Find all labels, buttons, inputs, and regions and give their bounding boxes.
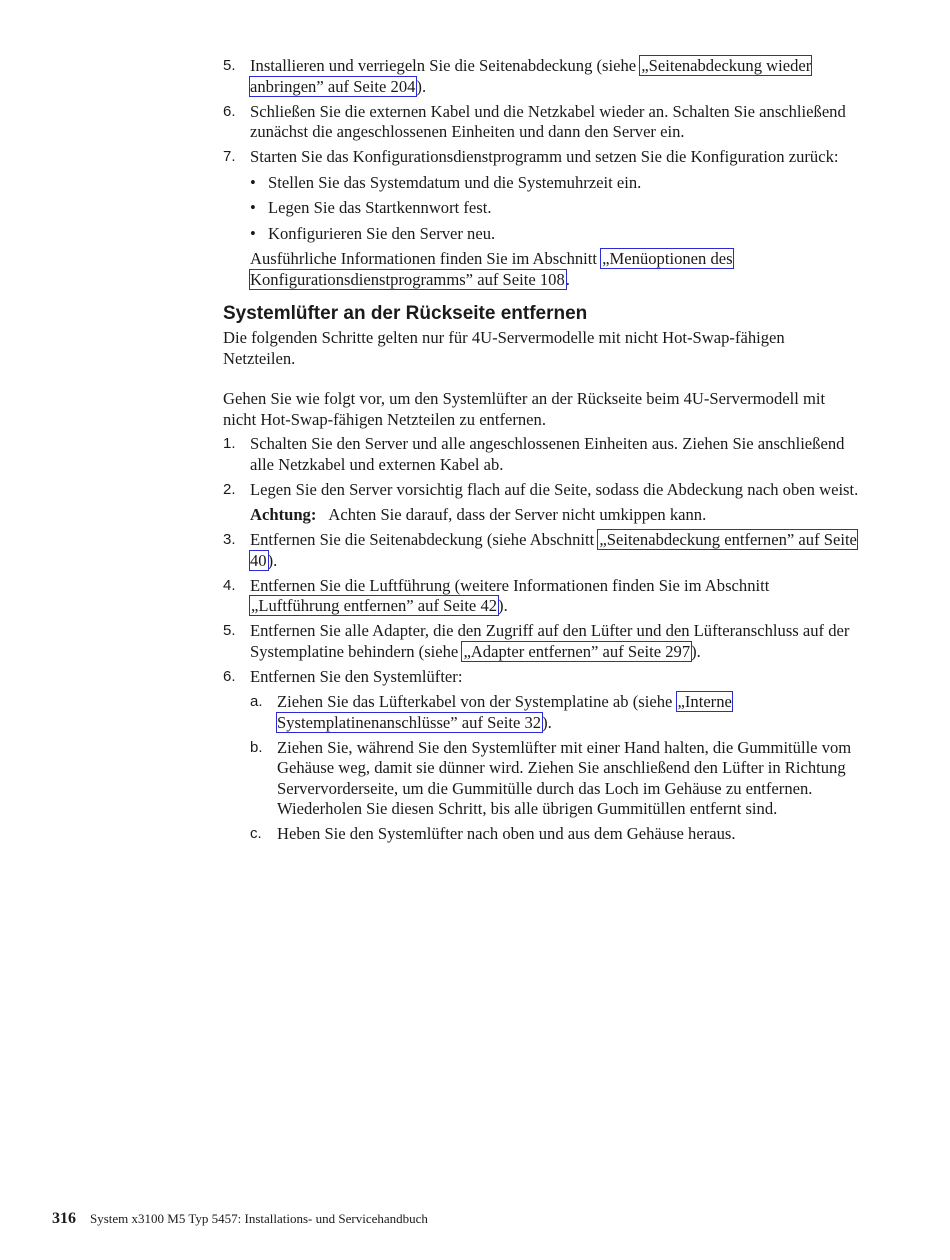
step-number: 5. <box>223 57 236 74</box>
step-text: ). <box>416 76 427 96</box>
step-text: Installieren und verriegeln Sie die Seitenabdeckung (siehe <box>250 56 641 75</box>
step-number: 1. <box>223 435 236 452</box>
step-number: 3. <box>223 531 236 548</box>
step-text: Entfernen Sie den Systemlüfter: <box>250 666 463 686</box>
sub-step-remove-grommets <box>250 738 861 820</box>
step-power-off <box>223 434 861 475</box>
step-number: 2. <box>223 480 236 498</box>
step-remove-cover <box>223 530 861 571</box>
book-title: System x3100 M5 Typ 5457: Installations- und Servicehandbuch <box>90 1211 428 1226</box>
sub-step-letter: a. <box>250 693 263 710</box>
bullet-list <box>250 173 861 245</box>
bullet-text: Stellen Sie das Systemdatum und die Systemuhrzeit ein. <box>268 172 642 192</box>
caution-text: Achten Sie darauf, dass der Server nicht umkippen kann. <box>328 505 707 524</box>
xref-link-cover-replace[interactable]: „Seitenabdeckung wieder anbringen” auf Seite 204 <box>250 56 812 96</box>
step-text: Legen Sie den Server vorsichtig flach auf die Seite, sodass die Abdeckung nach oben weist. <box>250 479 859 499</box>
bullet-glyph: • <box>250 198 256 217</box>
section-heading: Systemlüfter an der Rückseite entfernen <box>223 303 588 324</box>
step-text: ). <box>267 550 278 570</box>
step-text: Entfernen Sie die Luftführung (weitere Informationen finden Sie im Abschnitt <box>250 575 770 595</box>
xref-link-adapter-remove[interactable]: „Adapter entfernen” auf Seite 297 <box>463 641 691 661</box>
step-reconnect-cables <box>223 102 861 143</box>
caution-note <box>250 505 861 526</box>
step-text: ). <box>498 596 508 615</box>
step-number: 6. <box>223 102 236 120</box>
step-reset-config <box>223 147 861 290</box>
step-number: 4. <box>223 576 236 594</box>
step-remove-adapters <box>223 621 861 662</box>
sub-step-letter: b. <box>250 738 263 756</box>
step-text: Schließen Sie die externen Kabel und die Netzkabel wieder an. Schalten Sie anschließend zunächst die angeschlossenen Einheiten und dann den Server ein. <box>250 101 846 141</box>
sub-step-text: Ziehen Sie das Lüfterkabel von der Systemplatine ab (siehe <box>277 692 677 711</box>
xref-link-cover-remove[interactable]: „Seitenabdeckung entfernen” auf Seite 40 <box>250 530 857 570</box>
bullet-text: Konfigurieren Sie den Server neu. <box>268 223 496 243</box>
caution-label: Achtung: <box>250 505 317 524</box>
step-text: Starten Sie das Konfigurationsdienstprogramm und setzen Sie die Konfiguration zurück: <box>250 147 839 166</box>
step-text: Schalten Sie den Server und alle angeschlossenen Einheiten aus. Ziehen Sie anschließend alle Netzkabel und externen Kabel ab. <box>250 434 845 474</box>
sub-step-disconnect-cable <box>250 692 861 733</box>
bullet-glyph: • <box>250 223 256 243</box>
step-install-cover <box>223 56 861 97</box>
section-intro-procedure: Gehen Sie wie folgt vor, um den Systemlüfter an der Rückseite beim 4U-Servermodell mit nicht Hot-Swap-fähigen Netzteilen zu entfernen. <box>223 389 826 429</box>
step-remove-fan <box>223 667 861 845</box>
sub-step-text: ). <box>542 712 552 732</box>
list-item <box>250 224 861 245</box>
bullet-text: Legen Sie das Startkennwort fest. <box>268 198 492 217</box>
sub-step-text: Ziehen Sie, während Sie den Systemlüfter mit einer Hand halten, die Gummitülle vom Gehäuse weg, damit sie dünner wird. Ziehen Sie anschließend den Lüfter in Richtung Servervorderseite, um die Gummitülle durch das Loch im Gehäuse zu entfernen. Wiederholen Sie diesen Schritt, bis alle übrigen Gummitüllen entfernt sind. <box>277 737 852 818</box>
sub-step-lift-fan <box>250 824 861 845</box>
step-number: 7. <box>223 148 236 165</box>
step-text: Entfernen Sie die Seitenabdeckung (siehe Abschnitt <box>250 530 599 549</box>
step-text: ). <box>691 641 701 661</box>
step-number: 5. <box>223 622 236 639</box>
list-item <box>250 198 861 219</box>
bullet-glyph: • <box>250 172 256 192</box>
page-number: 316 <box>52 1210 76 1227</box>
list-item <box>250 173 861 194</box>
xref-link-air-baffle[interactable]: „Luftführung entfernen” auf Seite 42 <box>251 596 498 615</box>
page-footer <box>52 1210 428 1228</box>
sub-step-text: Heben Sie den Systemlüfter nach oben und aus dem Gehäuse heraus. <box>277 824 736 843</box>
info-text: Ausführliche Informationen finden Sie im Abschnitt <box>250 249 602 268</box>
step-number: 6. <box>223 667 236 685</box>
xref-link-board-connectors[interactable]: „Interne Systemplatinenanschlüsse” auf Seite 32 <box>277 692 732 732</box>
xref-link-config-menu[interactable]: „Menüoptionen des Konfigurationsdienstprogramms” auf Seite 108 <box>250 249 733 289</box>
step-lay-server-flat <box>223 480 861 526</box>
section-intro: Die folgenden Schritte gelten nur für 4U-Servermodelle mit nicht Hot-Swap-fähigen Netzteilen. <box>223 328 785 368</box>
step-remove-air-baffle <box>223 576 861 617</box>
sub-step-list <box>250 692 861 845</box>
info-text: . <box>565 269 570 289</box>
sub-step-letter: c. <box>250 825 262 842</box>
step-text: Entfernen Sie alle Adapter, die den Zugriff auf den Lüfter und den Lüfteranschluss auf der Systemplatine behindern (siehe <box>250 621 850 661</box>
page-content <box>223 56 861 849</box>
info-paragraph <box>250 249 861 290</box>
